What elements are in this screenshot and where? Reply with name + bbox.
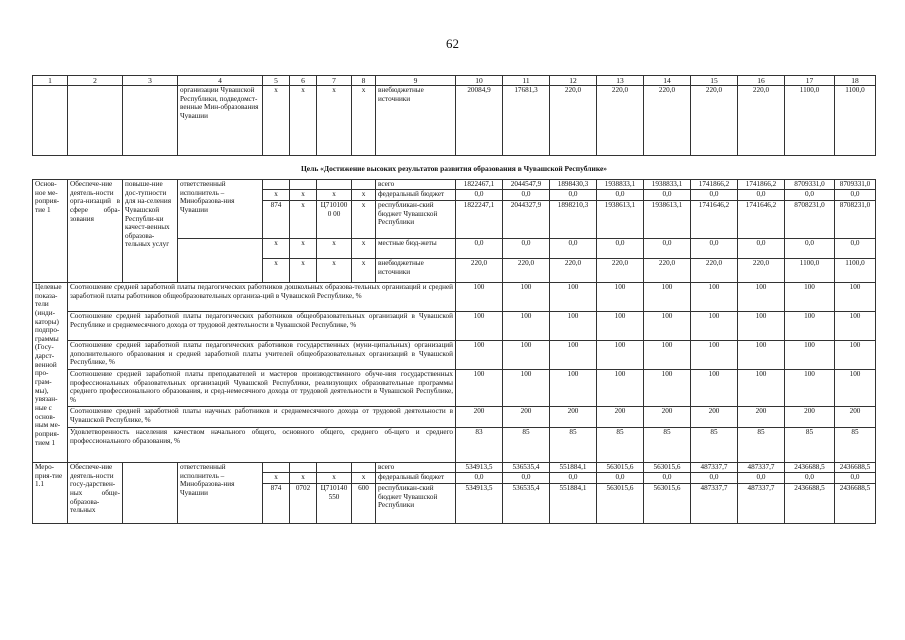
code-cell [352, 180, 376, 190]
code-cell: x [263, 190, 290, 201]
code-cell: x [263, 239, 290, 259]
value-cell: 200 [456, 407, 503, 428]
value-cell: 85 [550, 428, 597, 463]
value-cell: 0,0 [503, 190, 550, 201]
value-cell: 100 [644, 341, 691, 370]
code-cell: x [290, 259, 317, 283]
value-cell: 85 [597, 428, 644, 463]
code-cell: x [352, 201, 376, 239]
value-cell: 100 [597, 312, 644, 341]
value-cell: 0,0 [785, 190, 835, 201]
value-cell: 220,0 [503, 259, 550, 283]
code-cell [263, 463, 290, 473]
value-cell: 1822467,1 [456, 180, 503, 190]
value-cell: 100 [691, 370, 738, 407]
value-cell: 200 [550, 407, 597, 428]
measure-label: Меро-прия-тие 1.1 [33, 463, 68, 524]
value-cell: 220,0 [644, 86, 691, 156]
indicator-text: Соотношение средней заработной платы педагогических работников дошкольных образова-тельных организаций и средней заработной платы работников общеобразовательных организа-ций в Чувашской Республике, % [68, 283, 456, 312]
value-cell: 0,0 [456, 239, 503, 259]
table-cell [123, 86, 178, 156]
value-cell: 100 [503, 341, 550, 370]
value-cell: 200 [691, 407, 738, 428]
column-number: 12 [550, 76, 597, 86]
value-cell: 200 [644, 407, 691, 428]
value-cell: 220,0 [456, 259, 503, 283]
value-cell: 100 [835, 312, 876, 341]
value-cell: 83 [456, 428, 503, 463]
value-cell: 0,0 [503, 473, 550, 484]
table-row [33, 86, 876, 156]
value-cell: 220,0 [597, 86, 644, 156]
value-cell: 534913,5 [456, 463, 503, 473]
value-cell: 0,0 [550, 239, 597, 259]
value-cell: 220,0 [550, 259, 597, 283]
value-cell: 85 [785, 428, 835, 463]
column-number: 4 [178, 76, 263, 86]
value-cell: 0,0 [691, 239, 738, 259]
measure-label: Основ-ное ме-роприя-тие 1 [33, 180, 68, 283]
value-cell: 85 [644, 428, 691, 463]
responsible-cell: организации Чувашской Республики, подведомст-венные Мин-образования Чувашии [178, 86, 263, 156]
value-cell: 2436688,5 [835, 463, 876, 473]
source-cell: всего [376, 463, 456, 473]
source-cell: местные бюд-жеты [376, 239, 456, 259]
value-cell: 534913,5 [456, 484, 503, 524]
value-cell: 0,0 [550, 190, 597, 201]
column-number: 13 [597, 76, 644, 86]
value-cell: 220,0 [738, 86, 785, 156]
indicator-row [33, 283, 876, 312]
value-cell: 8708231,0 [835, 201, 876, 239]
code-cell: x [352, 239, 376, 259]
value-cell: 100 [456, 341, 503, 370]
value-cell: 200 [597, 407, 644, 428]
value-cell: 20084,9 [456, 86, 503, 156]
value-cell: 220,0 [550, 86, 597, 156]
value-cell: 1741866,2 [738, 180, 785, 190]
value-cell: 2044547,9 [503, 180, 550, 190]
value-cell: 8709331,0 [835, 180, 876, 190]
column-number: 15 [691, 76, 738, 86]
column-number: 3 [123, 76, 178, 86]
value-cell: 0,0 [644, 239, 691, 259]
code-cell: x [290, 201, 317, 239]
value-cell: 1938613,1 [644, 201, 691, 239]
value-cell: 100 [785, 283, 835, 312]
value-cell: 1938613,1 [597, 201, 644, 239]
value-cell: 100 [644, 312, 691, 341]
value-cell: 487337,7 [738, 463, 785, 473]
code-cell: x [263, 86, 290, 156]
value-cell: 85 [835, 428, 876, 463]
value-cell: 100 [456, 283, 503, 312]
value-cell: 0,0 [644, 190, 691, 201]
value-cell: 220,0 [691, 86, 738, 156]
value-cell: 536535,4 [503, 484, 550, 524]
measure-name: Обеспече-ние деятель-ности госу-дарствен-ных обще-образова-тельных [68, 463, 123, 524]
value-cell: 85 [503, 428, 550, 463]
source-cell: внебюджетные источники [376, 86, 456, 156]
column-number: 6 [290, 76, 317, 86]
indicators-label: Целевые показа-тели (инди-каторы) подпро-граммы (Госу-дарст-венной про-грам-мы), увязан-ные с основ-ным ме-роприя-тием 1 [33, 283, 68, 463]
value-cell: 2436688,5 [835, 484, 876, 524]
value-cell: 0,0 [597, 239, 644, 259]
header-row [33, 76, 876, 86]
value-cell: 551884,1 [550, 484, 597, 524]
value-cell: 1898210,3 [550, 201, 597, 239]
value-cell: 100 [550, 283, 597, 312]
value-cell: 0,0 [738, 239, 785, 259]
indicator-text: Соотношение средней заработной платы педагогических работников общеобразовательных организаций в Чувашской Республике и среднемесячного дохода от трудовой деятельности в Чувашской Республике, % [68, 312, 456, 341]
value-cell: 2436688,5 [785, 484, 835, 524]
code-cell: 874 [263, 201, 290, 239]
table-row [33, 463, 876, 473]
value-cell: 0,0 [738, 190, 785, 201]
source-cell: федеральный бюджет [376, 190, 456, 201]
code-cell: x [352, 190, 376, 201]
value-cell: 100 [691, 312, 738, 341]
indicator-row [33, 370, 876, 407]
value-cell: 1741646,2 [738, 201, 785, 239]
code-cell: x [317, 473, 352, 484]
code-cell [290, 463, 317, 473]
code-cell: x [290, 86, 317, 156]
value-cell: 536535,4 [503, 463, 550, 473]
code-cell [317, 180, 352, 190]
column-number: 16 [738, 76, 785, 86]
value-cell: 100 [597, 283, 644, 312]
value-cell: 487337,7 [691, 463, 738, 473]
code-cell: x [263, 473, 290, 484]
column-number: 14 [644, 76, 691, 86]
value-cell: 563015,6 [644, 484, 691, 524]
column-number: 5 [263, 76, 290, 86]
value-cell: 1938833,1 [644, 180, 691, 190]
source-cell: всего [376, 180, 456, 190]
measure-target [123, 463, 178, 524]
code-cell: x [263, 259, 290, 283]
responsible-cell: ответственный исполнитель – Минобразова-ния Чувашии [178, 463, 263, 524]
code-cell [317, 463, 352, 473]
indicator-row [33, 312, 876, 341]
value-cell: 8709331,0 [785, 180, 835, 190]
responsible-cell: ответственный исполнитель – Минобразова-ния Чувашии [178, 180, 263, 239]
value-cell: 85 [691, 428, 738, 463]
value-cell: 100 [691, 341, 738, 370]
page-number: 62 [446, 36, 459, 51]
value-cell: 0,0 [835, 239, 876, 259]
code-cell [263, 180, 290, 190]
value-cell: 100 [503, 370, 550, 407]
indicator-text: Соотношение средней заработной платы педагогических работников государственных (муни-ципальных) организаций дополнительного образования и средней заработной платы учителей общеобразовательных организаций в Чувашской Республике, % [68, 341, 456, 370]
value-cell: 0,0 [691, 473, 738, 484]
value-cell: 563015,6 [597, 463, 644, 473]
code-cell: 600 [352, 484, 376, 524]
value-cell: 551884,1 [550, 463, 597, 473]
value-cell: 220,0 [738, 259, 785, 283]
value-cell: 0,0 [785, 473, 835, 484]
responsible-cell [178, 239, 263, 283]
value-cell: 100 [738, 341, 785, 370]
value-cell: 100 [597, 341, 644, 370]
value-cell: 1100,0 [835, 86, 876, 156]
value-cell: 487337,7 [738, 484, 785, 524]
table-row [33, 180, 876, 190]
value-cell: 0,0 [597, 190, 644, 201]
indicator-row [33, 428, 876, 463]
column-number: 17 [785, 76, 835, 86]
code-cell: x [317, 86, 352, 156]
value-cell: 100 [835, 283, 876, 312]
value-cell: 100 [550, 341, 597, 370]
value-cell: 0,0 [456, 473, 503, 484]
measure-name: Обеспече-ние деятель-ности орга-низаций в сфере обра-зования [68, 180, 123, 283]
code-cell: 0702 [290, 484, 317, 524]
value-cell: 220,0 [597, 259, 644, 283]
value-cell: 100 [644, 283, 691, 312]
column-number: 11 [503, 76, 550, 86]
value-cell: 0,0 [785, 239, 835, 259]
value-cell: 200 [738, 407, 785, 428]
value-cell: 200 [785, 407, 835, 428]
column-number: 8 [352, 76, 376, 86]
value-cell: 100 [550, 312, 597, 341]
value-cell: 0,0 [550, 473, 597, 484]
goal-row [33, 156, 876, 180]
value-cell: 563015,6 [597, 484, 644, 524]
value-cell: 100 [597, 370, 644, 407]
value-cell: 2436688,5 [785, 463, 835, 473]
value-cell: 0,0 [738, 473, 785, 484]
value-cell: 100 [550, 370, 597, 407]
value-cell: 1741646,2 [691, 201, 738, 239]
column-number: 18 [835, 76, 876, 86]
value-cell: 0,0 [597, 473, 644, 484]
indicator-text: Удовлетворенность населения качеством начального общего, основного общего, среднего об-щего и среднего профессионального образования, % [68, 428, 456, 463]
value-cell: 0,0 [691, 190, 738, 201]
value-cell: 1938833,1 [597, 180, 644, 190]
code-cell: Ц710140 550 [317, 484, 352, 524]
code-cell: x [290, 473, 317, 484]
value-cell: 85 [738, 428, 785, 463]
source-cell: республикан-ский бюджет Чувашской Республики [376, 201, 456, 239]
source-cell: республикан-ский бюджет Чувашской Республики [376, 484, 456, 524]
value-cell: 1741866,2 [691, 180, 738, 190]
value-cell: 100 [835, 341, 876, 370]
code-cell: x [290, 239, 317, 259]
column-number: 10 [456, 76, 503, 86]
table-cell [33, 86, 68, 156]
code-cell: x [317, 259, 352, 283]
value-cell: 1100,0 [785, 259, 835, 283]
column-number: 9 [376, 76, 456, 86]
value-cell: 100 [503, 312, 550, 341]
code-cell: x [317, 190, 352, 201]
code-cell: x [290, 190, 317, 201]
code-cell: x [352, 259, 376, 283]
code-cell: x [352, 86, 376, 156]
value-cell: 0,0 [644, 473, 691, 484]
value-cell: 100 [835, 370, 876, 407]
indicator-row [33, 407, 876, 428]
value-cell: 100 [785, 341, 835, 370]
value-cell: 220,0 [644, 259, 691, 283]
value-cell: 1898430,3 [550, 180, 597, 190]
value-cell: 17681,3 [503, 86, 550, 156]
goal-title: Цель «Достижение высоких результатов развития образования в Чувашской Республике» [33, 156, 876, 180]
indicator-text: Соотношение средней заработной платы научных работников и среднемесячного дохода от трудовой деятельности в Чувашской Республике, % [68, 407, 456, 428]
code-cell [352, 463, 376, 473]
value-cell: 1822247,1 [456, 201, 503, 239]
value-cell: 0,0 [456, 190, 503, 201]
column-number: 1 [33, 76, 68, 86]
indicator-text: Соотношение средней заработной платы преподавателей и мастеров производственного обуче-ния государственных профессиональных образовательных организаций Чувашской Республики, реализующих образовательные программы среднего профессионального образования, и сред-немесячного дохода от трудовой деятельности в Чувашской Республике, % [68, 370, 456, 407]
value-cell: 100 [691, 283, 738, 312]
value-cell: 220,0 [691, 259, 738, 283]
value-cell: 100 [785, 312, 835, 341]
code-cell: 874 [263, 484, 290, 524]
value-cell: 0,0 [835, 473, 876, 484]
value-cell: 1100,0 [785, 86, 835, 156]
value-cell: 100 [738, 283, 785, 312]
value-cell: 2044327,9 [503, 201, 550, 239]
code-cell [290, 180, 317, 190]
column-number: 7 [317, 76, 352, 86]
value-cell: 0,0 [503, 239, 550, 259]
value-cell: 487337,7 [691, 484, 738, 524]
value-cell: 100 [503, 283, 550, 312]
value-cell: 100 [785, 370, 835, 407]
value-cell: 200 [835, 407, 876, 428]
code-cell: x [352, 473, 376, 484]
code-cell: Ц7101000 00 [317, 201, 352, 239]
value-cell: 100 [738, 312, 785, 341]
value-cell: 100 [456, 370, 503, 407]
measure-target: повыше-ние дос-тупности для на-селения Чувашской Республи-ки качест-венных образова-тельных услуг [123, 180, 178, 283]
source-cell: федеральный бюджет [376, 473, 456, 484]
value-cell: 563015,6 [644, 463, 691, 473]
value-cell: 100 [738, 370, 785, 407]
value-cell: 1100,0 [835, 259, 876, 283]
budget-table [32, 75, 876, 524]
column-number: 2 [68, 76, 123, 86]
value-cell: 200 [503, 407, 550, 428]
source-cell: внебюджетные источники [376, 259, 456, 283]
value-cell: 100 [644, 370, 691, 407]
value-cell: 8708231,0 [785, 201, 835, 239]
table-cell [68, 86, 123, 156]
code-cell: x [317, 239, 352, 259]
indicator-row [33, 341, 876, 370]
value-cell: 0,0 [835, 190, 876, 201]
value-cell: 100 [456, 312, 503, 341]
